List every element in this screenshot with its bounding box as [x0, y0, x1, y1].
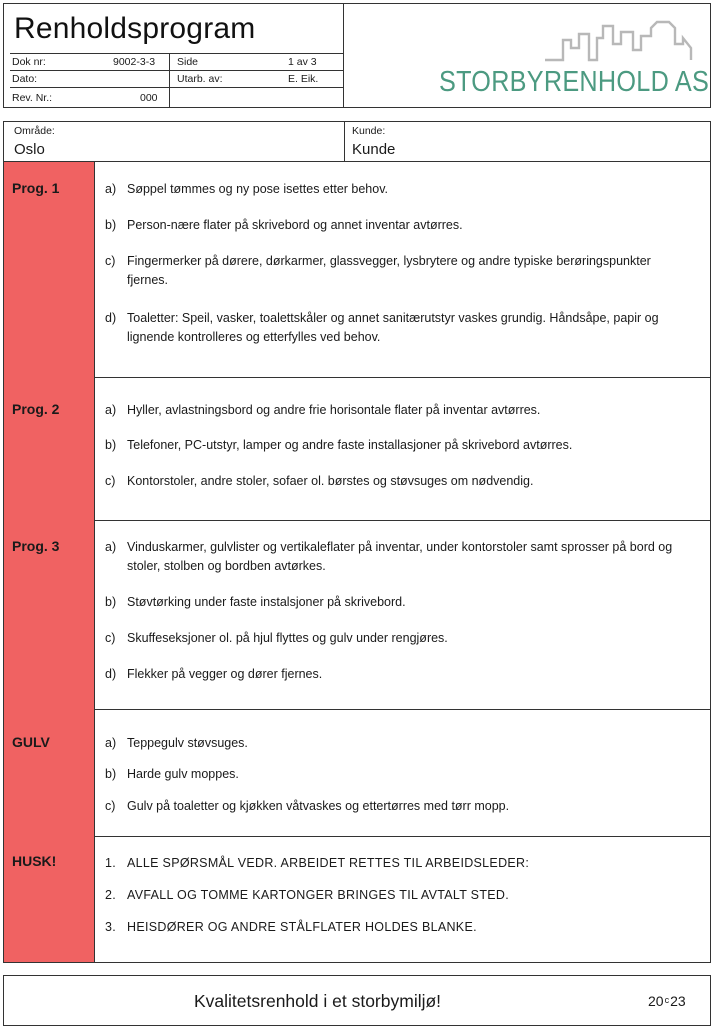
item-text: Støvtørking under faste instalsjoner på skrivebord. — [127, 595, 406, 609]
item-text: Person-nære flater på skrivebord og annet inventar avtørres. — [127, 218, 463, 232]
section-label: Prog. 1 — [12, 180, 60, 196]
meta-divider — [169, 70, 170, 88]
list-item — [105, 797, 695, 816]
city-skyline-logo-icon — [545, 14, 695, 64]
item-marker: 3. — [105, 920, 117, 934]
item-marker: b) — [105, 595, 117, 609]
list-item — [105, 918, 695, 937]
item-text: HEISDØRER OG ANDRE STÅLFLATER HOLDES BLANKE. — [127, 920, 477, 934]
item-marker: a) — [105, 182, 117, 196]
list-item — [105, 629, 695, 648]
item-marker: d) — [105, 311, 117, 325]
location-customer-box — [3, 121, 711, 162]
item-text: Telefoner, PC-utstyr, lamper og andre faste installasjoner på skrivebord avtørres. — [127, 438, 573, 452]
utarb-label: Utarb. av: — [177, 73, 223, 85]
footer-code-mid: c — [664, 995, 670, 1005]
section-divider — [95, 520, 710, 521]
section-label: GULV — [12, 734, 50, 750]
item-text: AVFALL OG TOMME KARTONGER BRINGES TIL AVTALT STED. — [127, 888, 509, 902]
list-item — [105, 401, 695, 420]
meta-divider — [169, 87, 170, 107]
kunde-label: Kunde: — [352, 125, 386, 137]
item-text: Hyller, avlastningsbord og andre frie horisontale flater på inventar avtørres. — [127, 403, 541, 417]
info-divider — [344, 122, 345, 161]
section-label: Prog. 3 — [12, 538, 60, 554]
item-marker: c) — [105, 799, 116, 813]
company-logo-text: STORBYRENHOLD AS — [439, 66, 710, 98]
document-footer — [3, 975, 711, 1026]
utarb-value: E. Eik. — [288, 73, 319, 85]
item-marker: d) — [105, 667, 117, 681]
section-divider — [95, 836, 710, 837]
document-header — [3, 3, 711, 108]
side-value: 1 av 3 — [288, 56, 317, 68]
item-text: Vinduskarmer, gulvlister og vertikaleflater på inventar, under kontorstoler samt sprosser på bord og stoler, stolben og bordben avtørkes. — [127, 540, 673, 573]
kunde-value: Kunde — [352, 141, 396, 158]
cleaning-program-table — [3, 161, 711, 963]
item-text: ALLE SPØRSMÅL VEDR. ARBEIDET RETTES TIL ARBEIDSLEDER: — [127, 856, 530, 870]
item-text: Skuffeseksjoner ol. på hjul flyttes og gulv under rengjøres. — [127, 631, 448, 645]
item-text: Flekker på vegger og dører fjernes. — [127, 667, 323, 681]
list-item — [105, 734, 695, 753]
program-section-3 — [4, 520, 710, 709]
item-text: Toaletter: Speil, vasker, toalettskåler og annet sanitærutstyr vaskes grundig. Håndsåpe, papir og lignende kontrolleres og etterfylles ved behov. — [127, 311, 659, 344]
item-text: Søppel tømmes og ny pose isettes etter behov. — [127, 182, 389, 196]
item-marker: c) — [105, 474, 116, 488]
list-item — [105, 252, 695, 290]
section-label: Prog. 2 — [12, 401, 60, 417]
item-marker: a) — [105, 736, 117, 750]
item-marker: c) — [105, 631, 116, 645]
meta-row-rev — [10, 87, 343, 107]
item-marker: b) — [105, 438, 117, 452]
meta-row-dok — [10, 53, 343, 70]
footer-slogan: Kvalitetsrenhold i et storbymiljø! — [194, 991, 442, 1011]
footer-code-left: 20 — [648, 993, 664, 1009]
list-item — [105, 593, 695, 612]
item-marker: a) — [105, 540, 117, 554]
document-title: Renholdsprogram — [14, 12, 256, 45]
list-item — [105, 216, 695, 235]
list-item — [105, 886, 695, 905]
list-item — [105, 180, 695, 199]
dato-label: Dato: — [12, 73, 38, 85]
footer-code-right: 23 — [670, 993, 686, 1009]
item-marker: a) — [105, 403, 117, 417]
item-marker: 1. — [105, 856, 117, 870]
item-marker: b) — [105, 218, 117, 232]
item-text: Fingermerker på dørere, dørkarmer, glassvegger, lysbrytere og andre typiske berøringspunkter fjernes. — [127, 254, 651, 287]
meta-row-dato — [10, 70, 343, 87]
item-marker: 2. — [105, 888, 117, 902]
program-section-reminder — [4, 836, 710, 962]
item-text: Harde gulv moppes. — [127, 767, 239, 781]
omrade-value: Oslo — [14, 141, 45, 158]
rev-value: 000 — [140, 92, 158, 104]
header-left-panel — [4, 4, 344, 107]
item-text: Kontorstoler, andre stoler, sofaer ol. børstes og støvsuges om nødvendig. — [127, 474, 534, 488]
item-marker: b) — [105, 767, 117, 781]
section-divider — [95, 377, 710, 378]
list-item — [105, 854, 695, 873]
program-section-floor — [4, 709, 710, 836]
side-label: Side — [177, 56, 199, 68]
item-text: Teppegulv støvsuges. — [127, 736, 248, 750]
dok-nr-value: 9002-3-3 — [113, 56, 156, 68]
item-marker: c) — [105, 254, 116, 268]
dok-nr-label: Dok nr: — [12, 56, 46, 68]
list-item — [105, 472, 695, 491]
section-divider — [95, 709, 710, 710]
footer-code — [648, 993, 686, 1009]
list-item — [105, 765, 695, 784]
rev-label: Rev. Nr.: — [12, 92, 53, 104]
list-item — [105, 665, 695, 684]
header-logo-panel — [345, 4, 711, 107]
list-item — [105, 538, 695, 576]
omrade-label: Område: — [14, 125, 55, 137]
list-item — [105, 309, 695, 347]
program-section-1 — [4, 162, 710, 377]
program-section-2 — [4, 377, 710, 520]
meta-divider — [169, 53, 170, 71]
item-text: Gulv på toaletter og kjøkken våtvaskes og ettertørres med tørr mopp. — [127, 799, 510, 813]
list-item — [105, 436, 695, 455]
section-label: HUSK! — [12, 853, 57, 869]
